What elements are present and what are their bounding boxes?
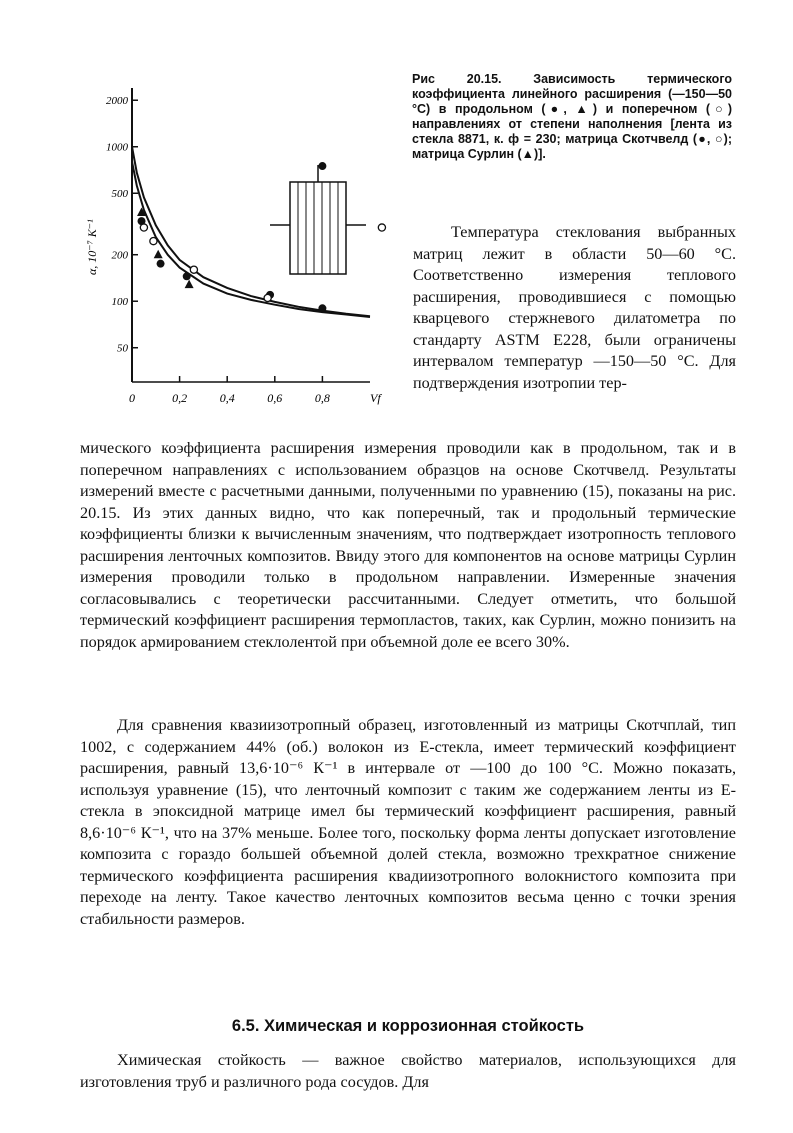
y-tick-label: 500 bbox=[111, 188, 128, 201]
x-tick-label: 0,4 bbox=[219, 391, 235, 405]
y-tick-label: 2000 bbox=[106, 95, 128, 108]
data-point-filled-circle bbox=[183, 272, 191, 280]
figure-chart bbox=[70, 70, 410, 420]
data-points bbox=[137, 162, 385, 312]
body-paragraph-3: Химическая стойкость — важное свойство материалов, использующихся для изготовления труб и различного рода сосудов. Для bbox=[80, 1051, 736, 1091]
y-tick-label: 200 bbox=[111, 249, 128, 262]
fit-curves bbox=[132, 147, 370, 317]
x-axis-label: Vf bbox=[370, 391, 381, 405]
x-tick-label: 0,2 bbox=[172, 391, 188, 405]
y-axis-label: α, 10⁻⁷ К⁻¹ bbox=[85, 219, 99, 275]
data-point-filled-triangle bbox=[185, 280, 194, 289]
x-ticks bbox=[129, 376, 330, 405]
section-heading: 6.5. Химическая и коррозионная стойкость bbox=[231, 1017, 585, 1035]
x-tick-label: 0,8 bbox=[314, 391, 330, 405]
data-point-filled-circle bbox=[318, 162, 326, 170]
y-tick-label: 50 bbox=[117, 342, 128, 355]
fit-curve bbox=[132, 147, 370, 317]
body-paragraph-2: Для сравнения квазиизотропный образец, изготовленный из матрицы Скотчплай, тип 1002, с содержанием 44% (об.) волокон из Е-стекла, имеет термический коэффициент расширения, равный 13,6·10⁻⁶ К⁻¹ в интервале от —100 до 100 °С. Можно показать, используя уравнение (15), что ленточный композит с таким же содержанием ленты из Е-стекла в эпоксидной матрице имел бы термический коэффициент расширения, равный 8,6·10⁻⁶ К⁻¹, что на 37% меньше. Более того, поскольку форма ленты допускает изготовление композита с гораздо большей объемной долей стекла, возможно трехкратное снижение термического коэффициента расширения квадиизотропного волокнистого композита при переходе на ленту. Такое качество ленточных композитов весьма ценно с точки зрения стабильности размеров. bbox=[80, 716, 736, 928]
x-tick-label: 0,6 bbox=[267, 391, 283, 405]
figure-caption: Рис 20.15. Зависимость термического коэффициента линейного расширения (—150—50 °С) в продольном (●, ▲) и поперечном (○) направлениях от степени наполнения [лента из стекла 8871, к. ф = 230; матрица Скотчвелд (●, ○); матрица Сурлин (▲)]. bbox=[412, 72, 732, 161]
specimen-inset bbox=[270, 165, 366, 274]
data-point-open-circle bbox=[378, 224, 385, 231]
data-point-open-circle bbox=[264, 294, 271, 301]
data-point-filled-circle bbox=[318, 304, 326, 312]
data-point-filled-triangle bbox=[154, 250, 163, 259]
body-paragraph-1-continued: мического коэффициента расширения измерения проводили как в продольном, так и в поперечном направлениях с использованием образцов на основе Скотчвелд. Результаты измерений вместе с расчетными данными, полученными по уравнению (15), показаны на рис. 20.15. Из этих данных видно, что как поперечный, так и продольный термические коэффициенты близки к вычисленным значениям, что подтверждает изотропность теплового расширения ленточных композитов. Ввиду этого для компонентов на основе матрицы Сурлин измерения проводили только в продольном направлении. Измеренные значения согласовывались с теоретически рассчитанными. Следует отметить, что большой термический коэффициент расширения термопластов, таких, как Сурлин, можно понизить на порядок армированием стеклолентой при объемной доле ее всего 30%. bbox=[80, 439, 736, 651]
data-point-filled-circle bbox=[157, 260, 165, 268]
data-point-open-circle bbox=[140, 224, 147, 231]
data-point-open-circle bbox=[150, 238, 157, 245]
data-point-open-circle bbox=[190, 266, 197, 273]
y-ticks bbox=[106, 95, 138, 354]
x-tick-label: 0 bbox=[129, 391, 135, 405]
body-paragraph-1: Температура стеклования выбранных матриц лежит в области 50—60 °С. Соответственно измерения теплового расширения, проводившиеся с помощью кварцевого стержневого дилатометра по стандарту ASTM E228, были ограничены интервалом температур —150—50 °С. Для подтверждения изотропии тер- bbox=[413, 223, 736, 392]
fit-curve bbox=[132, 162, 370, 317]
y-tick-label: 100 bbox=[111, 296, 128, 309]
y-tick-label: 1000 bbox=[106, 141, 128, 154]
